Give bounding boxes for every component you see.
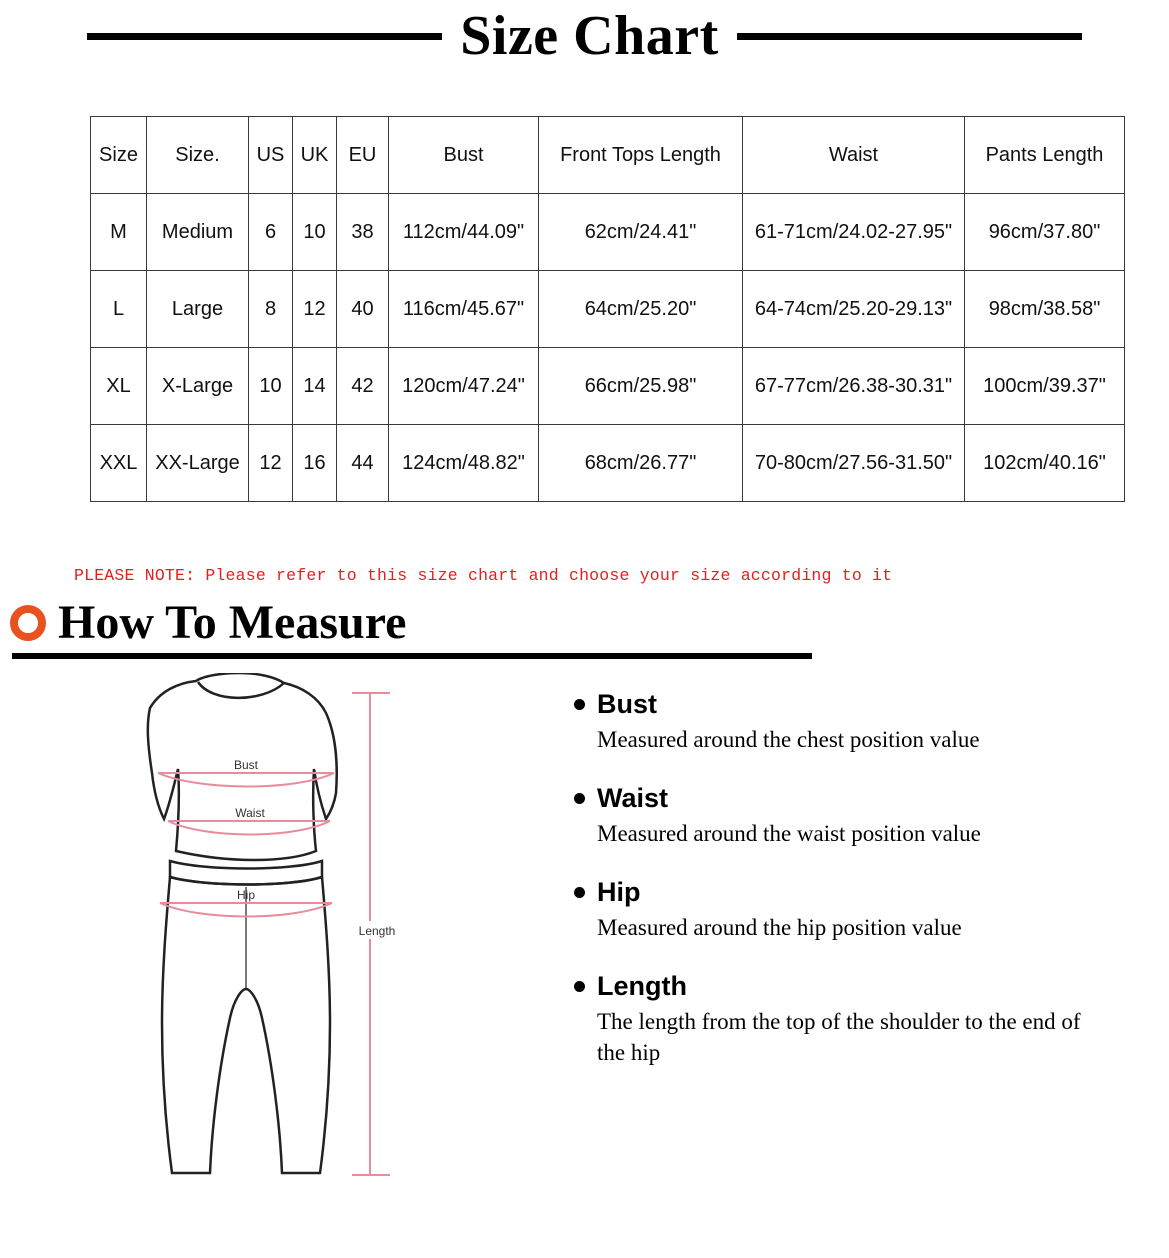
title-rule-right	[737, 33, 1082, 40]
column-header-pants-length: Pants Length	[965, 117, 1125, 194]
cell-pants-length: 98cm/38.58"	[965, 271, 1125, 348]
cell-bust: 124cm/48.82"	[389, 425, 539, 502]
figure-label-hip: Hip	[236, 888, 256, 902]
cell-size: L	[91, 271, 147, 348]
cell-size-name: Medium	[147, 194, 249, 271]
bullet-dot-icon	[574, 887, 585, 898]
cell-size-name: XX-Large	[147, 425, 249, 502]
cell-waist: 61-71cm/24.02-27.95"	[743, 194, 965, 271]
measure-item-length-desc: The length from the top of the shoulder to the end of the hip	[597, 1009, 1081, 1066]
figure-label-bust: Bust	[233, 758, 259, 772]
cell-pants-length: 102cm/40.16"	[965, 425, 1125, 502]
column-header-size-name: Size.	[147, 117, 249, 194]
figure-label-length: Length	[358, 924, 396, 938]
cell-front-tops-length: 68cm/26.77"	[539, 425, 743, 502]
cell-size: XL	[91, 348, 147, 425]
cell-us: 6	[249, 194, 293, 271]
column-header-size: Size	[91, 117, 147, 194]
how-to-measure-heading-row	[10, 596, 1169, 649]
measure-item-length-head	[574, 973, 1120, 1000]
measure-item-waist-head	[574, 785, 1120, 812]
how-to-measure-heading: How To Measure	[58, 596, 407, 649]
column-header-waist: Waist	[743, 117, 965, 194]
cell-front-tops-length: 66cm/25.98"	[539, 348, 743, 425]
cell-eu: 38	[337, 194, 389, 271]
cell-bust: 116cm/45.67"	[389, 271, 539, 348]
bullet-dot-icon	[574, 699, 585, 710]
measure-item-hip-desc: Measured around the hip position value	[597, 915, 962, 941]
size-chart-table-wrapper	[90, 116, 1106, 502]
cell-bust: 112cm/44.09"	[389, 194, 539, 271]
cell-eu: 40	[337, 271, 389, 348]
bullet-dot-icon	[574, 981, 585, 992]
cell-size-name: Large	[147, 271, 249, 348]
column-header-eu: EU	[337, 117, 389, 194]
measure-item-waist-desc: Measured around the waist position value	[597, 821, 981, 847]
cell-bust: 120cm/47.24"	[389, 348, 539, 425]
column-header-us: US	[249, 117, 293, 194]
measurement-descriptions	[560, 673, 1120, 1193]
cell-uk: 10	[293, 194, 337, 271]
ring-bullet-icon	[10, 605, 46, 641]
column-header-uk: UK	[293, 117, 337, 194]
size-chart-table	[90, 116, 1125, 502]
cell-eu: 44	[337, 425, 389, 502]
cell-pants-length: 96cm/37.80"	[965, 194, 1125, 271]
how-to-measure-content	[0, 673, 1169, 1193]
cell-eu: 42	[337, 348, 389, 425]
cell-waist: 70-80cm/27.56-31.50"	[743, 425, 965, 502]
table-row	[91, 271, 1125, 348]
measure-item-length-title: Length	[597, 971, 687, 1002]
cell-front-tops-length: 62cm/24.41"	[539, 194, 743, 271]
measure-item-waist-title: Waist	[597, 783, 669, 814]
cell-size: XXL	[91, 425, 147, 502]
cell-size: M	[91, 194, 147, 271]
measure-item-length	[560, 973, 1120, 1068]
table-header-row	[91, 117, 1125, 194]
measure-item-hip-head	[574, 879, 1120, 906]
measure-item-bust	[560, 691, 1120, 755]
cell-uk: 12	[293, 271, 337, 348]
bullet-dot-icon	[574, 793, 585, 804]
how-to-measure-underline	[12, 653, 812, 659]
measure-item-bust-head	[574, 691, 1120, 718]
size-chart-note: PLEASE NOTE: Please refer to this size chart and choose your size according to it	[74, 566, 893, 585]
cell-size-name: X-Large	[147, 348, 249, 425]
measure-item-waist	[560, 785, 1120, 849]
cell-waist: 67-77cm/26.38-30.31"	[743, 348, 965, 425]
cell-us: 12	[249, 425, 293, 502]
column-header-front-tops-length: Front Tops Length	[539, 117, 743, 194]
table-row	[91, 194, 1125, 271]
page-title: Size Chart	[460, 5, 719, 67]
figure-label-waist: Waist	[235, 806, 265, 820]
measurement-figure	[0, 673, 560, 1193]
cell-waist: 64-74cm/25.20-29.13"	[743, 271, 965, 348]
page-title-row	[0, 0, 1169, 67]
measure-item-bust-desc: Measured around the chest position value	[597, 727, 980, 752]
cell-us: 10	[249, 348, 293, 425]
table-row	[91, 425, 1125, 502]
cell-uk: 16	[293, 425, 337, 502]
measure-item-bust-title: Bust	[597, 689, 657, 719]
measure-item-hip-title: Hip	[597, 877, 641, 908]
title-rule-left	[87, 33, 442, 40]
cell-front-tops-length: 64cm/25.20"	[539, 271, 743, 348]
column-header-bust: Bust	[389, 117, 539, 194]
table-row	[91, 348, 1125, 425]
body-diagram-icon	[0, 673, 560, 1203]
cell-uk: 14	[293, 348, 337, 425]
cell-pants-length: 100cm/39.37"	[965, 348, 1125, 425]
cell-us: 8	[249, 271, 293, 348]
measure-item-hip	[560, 879, 1120, 943]
